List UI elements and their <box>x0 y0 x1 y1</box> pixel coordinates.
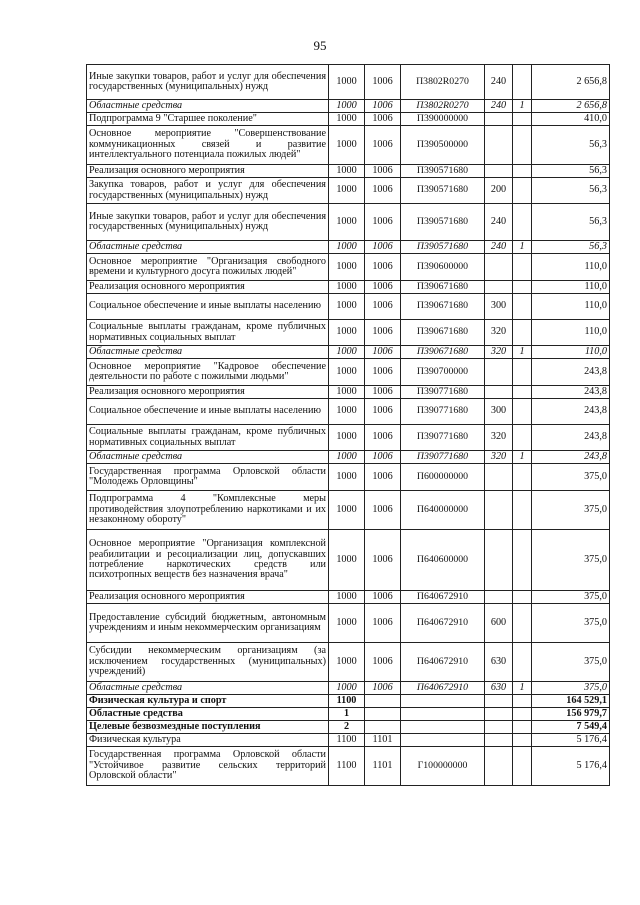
row-amount: 7 549,4 <box>532 721 610 734</box>
row-name: Социальное обеспечение и иные выплаты населению <box>87 399 329 425</box>
row-target-article: П3802R0270 <box>401 65 485 100</box>
row-name: Подпрограмма 9 "Старшее поколение" <box>87 113 329 126</box>
row-section-code: 1 <box>329 708 365 721</box>
row-funding-source <box>513 254 532 281</box>
row-expense-type <box>485 591 513 604</box>
row-amount: 110,0 <box>532 346 610 359</box>
row-funding-source <box>513 294 532 320</box>
row-funding-source: 1 <box>513 682 532 695</box>
row-subsection-code <box>365 708 401 721</box>
table-body <box>87 65 610 786</box>
row-amount: 2 656,8 <box>532 65 610 100</box>
row-funding-source <box>513 320 532 346</box>
row-name: Подпрограмма 4 "Комплексные меры противодействия злоупотреблению наркотиками и их незаконному обороту" <box>87 491 329 530</box>
row-amount: 5 176,4 <box>532 747 610 786</box>
row-funding-source <box>513 530 532 591</box>
row-section-code: 1000 <box>329 399 365 425</box>
table-row <box>87 65 610 100</box>
row-section-code: 1000 <box>329 178 365 204</box>
row-section-code: 1100 <box>329 747 365 786</box>
row-expense-type <box>485 747 513 786</box>
row-subsection-code: 1006 <box>365 604 401 643</box>
row-section-code: 1000 <box>329 359 365 386</box>
row-funding-source: 1 <box>513 346 532 359</box>
row-target-article: П390600000 <box>401 254 485 281</box>
row-funding-source: 1 <box>513 451 532 464</box>
row-amount: 164 529,1 <box>532 695 610 708</box>
row-amount: 243,8 <box>532 386 610 399</box>
row-target-article: П640672910 <box>401 591 485 604</box>
table-row <box>87 734 610 747</box>
row-funding-source <box>513 281 532 294</box>
row-target-article <box>401 708 485 721</box>
row-subsection-code: 1006 <box>365 294 401 320</box>
row-expense-type: 200 <box>485 178 513 204</box>
table-row <box>87 464 610 491</box>
row-amount: 375,0 <box>532 604 610 643</box>
row-section-code: 1000 <box>329 425 365 451</box>
row-name: Социальное обеспечение и иные выплаты населению <box>87 294 329 320</box>
row-section-code: 1000 <box>329 386 365 399</box>
row-section-code: 1000 <box>329 591 365 604</box>
row-expense-type: 240 <box>485 100 513 113</box>
row-name: Иные закупки товаров, работ и услуг для обеспечения государственных (муниципальных) нужд <box>87 204 329 241</box>
table-row <box>87 281 610 294</box>
row-expense-type: 600 <box>485 604 513 643</box>
row-amount: 243,8 <box>532 399 610 425</box>
table-row <box>87 386 610 399</box>
row-name: Реализация основного мероприятия <box>87 386 329 399</box>
row-amount: 110,0 <box>532 294 610 320</box>
row-target-article: П640672910 <box>401 643 485 682</box>
row-expense-type: 630 <box>485 682 513 695</box>
row-target-article: П390671680 <box>401 281 485 294</box>
row-name: Целевые безвозмездные поступления <box>87 721 329 734</box>
row-target-article: П390771680 <box>401 386 485 399</box>
row-subsection-code: 1006 <box>365 65 401 100</box>
row-subsection-code: 1006 <box>365 386 401 399</box>
row-expense-type: 240 <box>485 65 513 100</box>
row-name: Физическая культура и спорт <box>87 695 329 708</box>
row-name: Реализация основного мероприятия <box>87 281 329 294</box>
page-number: 95 <box>313 38 327 53</box>
row-name: Государственная программа Орловской области "Молодежь Орловщины" <box>87 464 329 491</box>
row-amount: 110,0 <box>532 320 610 346</box>
row-section-code: 1000 <box>329 241 365 254</box>
row-subsection-code: 1006 <box>365 320 401 346</box>
row-funding-source <box>513 113 532 126</box>
row-section-code: 2 <box>329 721 365 734</box>
table-row <box>87 346 610 359</box>
row-subsection-code: 1006 <box>365 451 401 464</box>
row-target-article: П390571680 <box>401 204 485 241</box>
row-funding-source <box>513 126 532 165</box>
row-amount: 5 176,4 <box>532 734 610 747</box>
row-funding-source <box>513 721 532 734</box>
row-funding-source <box>513 708 532 721</box>
row-expense-type: 320 <box>485 425 513 451</box>
row-subsection-code: 1006 <box>365 178 401 204</box>
row-section-code: 1000 <box>329 491 365 530</box>
row-expense-type: 240 <box>485 241 513 254</box>
row-amount: 375,0 <box>532 682 610 695</box>
row-expense-type: 320 <box>485 451 513 464</box>
row-amount: 375,0 <box>532 464 610 491</box>
table-row <box>87 294 610 320</box>
row-name: Основное мероприятие "Кадровое обеспечение деятельности по работе с пожилыми людьми" <box>87 359 329 386</box>
table-row <box>87 591 610 604</box>
row-expense-type <box>485 530 513 591</box>
row-expense-type: 300 <box>485 294 513 320</box>
row-target-article: П600000000 <box>401 464 485 491</box>
row-subsection-code: 1006 <box>365 425 401 451</box>
row-funding-source <box>513 734 532 747</box>
budget-table <box>86 64 610 786</box>
row-target-article: П640672910 <box>401 682 485 695</box>
row-amount: 375,0 <box>532 591 610 604</box>
row-section-code: 1000 <box>329 113 365 126</box>
row-amount: 110,0 <box>532 281 610 294</box>
row-funding-source <box>513 65 532 100</box>
row-target-article: П640000000 <box>401 491 485 530</box>
row-subsection-code <box>365 695 401 708</box>
row-name: Основное мероприятие "Организация свободного времени и культурного досуга пожилых людей" <box>87 254 329 281</box>
row-name: Областные средства <box>87 241 329 254</box>
row-subsection-code: 1006 <box>365 254 401 281</box>
row-expense-type: 300 <box>485 399 513 425</box>
row-name: Социальные выплаты гражданам, кроме публичных нормативных социальных выплат <box>87 425 329 451</box>
row-subsection-code: 1006 <box>365 530 401 591</box>
row-section-code: 1000 <box>329 320 365 346</box>
row-section-code: 1000 <box>329 126 365 165</box>
row-target-article: П640600000 <box>401 530 485 591</box>
row-expense-type <box>485 113 513 126</box>
row-subsection-code: 1006 <box>365 464 401 491</box>
row-amount: 110,0 <box>532 254 610 281</box>
row-section-code: 1000 <box>329 294 365 320</box>
row-section-code: 1000 <box>329 165 365 178</box>
row-expense-type <box>485 491 513 530</box>
row-subsection-code: 1006 <box>365 126 401 165</box>
table-row <box>87 682 610 695</box>
row-subsection-code: 1101 <box>365 747 401 786</box>
row-funding-source <box>513 359 532 386</box>
row-target-article: П390500000 <box>401 126 485 165</box>
row-amount: 243,8 <box>532 451 610 464</box>
row-expense-type <box>485 734 513 747</box>
row-subsection-code: 1006 <box>365 643 401 682</box>
row-subsection-code: 1006 <box>365 591 401 604</box>
row-expense-type <box>485 165 513 178</box>
row-funding-source <box>513 695 532 708</box>
row-target-article: П390000000 <box>401 113 485 126</box>
row-subsection-code: 1006 <box>365 491 401 530</box>
row-name: Областные средства <box>87 708 329 721</box>
row-subsection-code: 1006 <box>365 204 401 241</box>
table-row <box>87 254 610 281</box>
row-name: Областные средства <box>87 346 329 359</box>
row-amount: 56,3 <box>532 126 610 165</box>
row-expense-type <box>485 359 513 386</box>
table-row <box>87 165 610 178</box>
row-name: Государственная программа Орловской области "Устойчивое развитие сельских территорий Орловской области" <box>87 747 329 786</box>
row-amount: 56,3 <box>532 241 610 254</box>
row-name: Основное мероприятие "Организация комплексной реабилитации и ресоциализации лиц, допускавших потребление наркотических средств или психотропных веществ без назначения врача" <box>87 530 329 591</box>
table-row <box>87 241 610 254</box>
row-expense-type <box>485 464 513 491</box>
row-name: Реализация основного мероприятия <box>87 591 329 604</box>
row-name: Областные средства <box>87 451 329 464</box>
row-target-article: П390571680 <box>401 178 485 204</box>
row-target-article <box>401 695 485 708</box>
row-name: Областные средства <box>87 100 329 113</box>
table-row <box>87 178 610 204</box>
row-funding-source <box>513 165 532 178</box>
row-section-code: 1000 <box>329 682 365 695</box>
row-name: Предоставление субсидий бюджетным, автономным учреждениям и иным некоммерческим организациям <box>87 604 329 643</box>
row-section-code: 1000 <box>329 281 365 294</box>
row-funding-source <box>513 591 532 604</box>
row-funding-source <box>513 643 532 682</box>
row-amount: 156 979,7 <box>532 708 610 721</box>
row-subsection-code: 1006 <box>365 346 401 359</box>
row-expense-type <box>485 708 513 721</box>
row-amount: 243,8 <box>532 359 610 386</box>
row-funding-source <box>513 178 532 204</box>
table-row <box>87 695 610 708</box>
row-section-code: 1100 <box>329 695 365 708</box>
row-name: Иные закупки товаров, работ и услуг для обеспечения государственных (муниципальных) нужд <box>87 65 329 100</box>
row-amount: 375,0 <box>532 530 610 591</box>
table-row <box>87 359 610 386</box>
row-expense-type <box>485 695 513 708</box>
row-section-code: 1000 <box>329 204 365 241</box>
row-target-article: П390571680 <box>401 241 485 254</box>
table-row <box>87 604 610 643</box>
table-row <box>87 721 610 734</box>
row-amount: 243,8 <box>532 425 610 451</box>
row-section-code: 1000 <box>329 254 365 281</box>
table-row <box>87 643 610 682</box>
row-expense-type: 320 <box>485 346 513 359</box>
row-target-article: П390571680 <box>401 165 485 178</box>
row-target-article: П3802R0270 <box>401 100 485 113</box>
row-section-code: 1000 <box>329 604 365 643</box>
table-row <box>87 491 610 530</box>
row-target-article: П390771680 <box>401 425 485 451</box>
row-target-article: П640672910 <box>401 604 485 643</box>
row-expense-type <box>485 126 513 165</box>
row-expense-type <box>485 386 513 399</box>
row-target-article: П390671680 <box>401 320 485 346</box>
row-amount: 56,3 <box>532 165 610 178</box>
row-section-code: 1100 <box>329 734 365 747</box>
table-row <box>87 399 610 425</box>
table-row <box>87 530 610 591</box>
row-amount: 375,0 <box>532 643 610 682</box>
table-row <box>87 204 610 241</box>
row-target-article: П390700000 <box>401 359 485 386</box>
row-expense-type <box>485 721 513 734</box>
row-funding-source <box>513 386 532 399</box>
row-expense-type: 630 <box>485 643 513 682</box>
row-name: Основное мероприятие "Совершенствование коммуникационных связей и развитие интеллектуального потенциала пожилых людей" <box>87 126 329 165</box>
row-funding-source <box>513 747 532 786</box>
row-section-code: 1000 <box>329 65 365 100</box>
row-subsection-code: 1006 <box>365 281 401 294</box>
row-amount: 56,3 <box>532 178 610 204</box>
row-target-article: П390771680 <box>401 451 485 464</box>
row-target-article: П390671680 <box>401 346 485 359</box>
row-subsection-code: 1006 <box>365 241 401 254</box>
row-section-code: 1000 <box>329 451 365 464</box>
row-subsection-code: 1006 <box>365 165 401 178</box>
row-section-code: 1000 <box>329 643 365 682</box>
row-funding-source: 1 <box>513 100 532 113</box>
row-section-code: 1000 <box>329 464 365 491</box>
row-name: Областные средства <box>87 682 329 695</box>
table-row <box>87 320 610 346</box>
table-row <box>87 451 610 464</box>
row-section-code: 1000 <box>329 100 365 113</box>
row-target-article: П390771680 <box>401 399 485 425</box>
row-funding-source: 1 <box>513 241 532 254</box>
table-row <box>87 708 610 721</box>
row-funding-source <box>513 425 532 451</box>
row-section-code: 1000 <box>329 346 365 359</box>
table-row <box>87 126 610 165</box>
table-row <box>87 425 610 451</box>
row-amount: 410,0 <box>532 113 610 126</box>
row-subsection-code: 1101 <box>365 734 401 747</box>
row-expense-type <box>485 281 513 294</box>
row-funding-source <box>513 491 532 530</box>
row-target-article: П390671680 <box>401 294 485 320</box>
row-name: Социальные выплаты гражданам, кроме публичных нормативных социальных выплат <box>87 320 329 346</box>
row-funding-source <box>513 604 532 643</box>
row-funding-source <box>513 399 532 425</box>
table-row <box>87 100 610 113</box>
row-name: Закупка товаров, работ и услуг для обеспечения государственных (муниципальных) нужд <box>87 178 329 204</box>
row-subsection-code: 1006 <box>365 113 401 126</box>
row-amount: 56,3 <box>532 204 610 241</box>
row-subsection-code: 1006 <box>365 100 401 113</box>
row-funding-source <box>513 204 532 241</box>
row-subsection-code: 1006 <box>365 399 401 425</box>
row-amount: 375,0 <box>532 491 610 530</box>
row-subsection-code: 1006 <box>365 359 401 386</box>
row-expense-type: 240 <box>485 204 513 241</box>
row-subsection-code <box>365 721 401 734</box>
row-funding-source <box>513 464 532 491</box>
row-expense-type <box>485 254 513 281</box>
row-expense-type: 320 <box>485 320 513 346</box>
row-name: Физическая культура <box>87 734 329 747</box>
table-row <box>87 747 610 786</box>
row-target-article <box>401 734 485 747</box>
row-target-article: Г100000000 <box>401 747 485 786</box>
row-name: Субсидии некоммерческим организациям (за исключением государственных (муниципальных) учреждений) <box>87 643 329 682</box>
table-row <box>87 113 610 126</box>
row-target-article <box>401 721 485 734</box>
row-amount: 2 656,8 <box>532 100 610 113</box>
row-subsection-code: 1006 <box>365 682 401 695</box>
row-name: Реализация основного мероприятия <box>87 165 329 178</box>
row-section-code: 1000 <box>329 530 365 591</box>
